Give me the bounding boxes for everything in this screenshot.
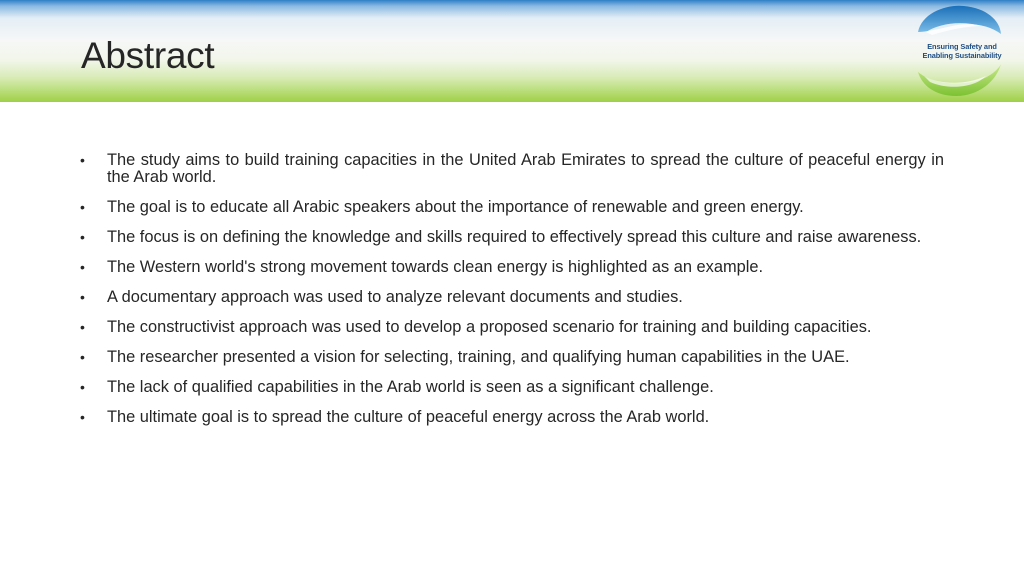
bullet-item xyxy=(78,319,944,336)
bullet-item xyxy=(78,152,944,185)
logo-text-line2: Enabling Sustainability xyxy=(922,51,1002,60)
bullet-text: The study aims to build training capacities in the United Arab Emirates to spread the culture of peaceful energy in the Arab world. xyxy=(107,151,944,186)
bullet-item xyxy=(78,229,944,246)
bullet-list xyxy=(78,152,944,425)
bullet-text: The goal is to educate all Arabic speakers about the importance of renewable and green energy. xyxy=(107,197,804,216)
bullet-dot-icon: • xyxy=(80,378,85,395)
bullet-item xyxy=(78,199,944,216)
bullet-item xyxy=(78,409,944,426)
bullet-dot-icon: • xyxy=(80,152,85,168)
bullet-text: The focus is on defining the knowledge and skills required to effectively spread this culture and raise awareness. xyxy=(107,227,922,246)
bullet-dot-icon: • xyxy=(80,258,85,275)
organization-logo xyxy=(908,2,1008,100)
content-area xyxy=(78,152,944,439)
bullet-dot-icon: • xyxy=(80,408,85,425)
bullet-text: A documentary approach was used to analyze relevant documents and studies. xyxy=(107,287,683,306)
bullet-dot-icon: • xyxy=(80,228,85,245)
bullet-item xyxy=(78,259,944,276)
bullet-text: The researcher presented a vision for selecting, training, and qualifying human capabilities in the UAE. xyxy=(107,347,850,366)
bullet-dot-icon: • xyxy=(80,318,85,335)
bullet-text: The lack of qualified capabilities in the Arab world is seen as a significant challenge. xyxy=(107,377,714,396)
bullet-dot-icon: • xyxy=(80,198,85,215)
bullet-item xyxy=(78,289,944,306)
bullet-item xyxy=(78,349,944,366)
slide-title: Abstract xyxy=(81,35,215,76)
bullet-text: The constructivist approach was used to develop a proposed scenario for training and building capacities. xyxy=(107,317,872,336)
bullet-text: The Western world's strong movement towards clean energy is highlighted as an example. xyxy=(107,257,764,276)
bullet-dot-icon: • xyxy=(80,348,85,365)
logo-text-line1: Ensuring Safety and xyxy=(927,42,997,51)
bullet-text: The ultimate goal is to spread the culture of peaceful energy across the Arab world. xyxy=(107,407,710,426)
logo-text xyxy=(916,42,1008,60)
bullet-dot-icon: • xyxy=(80,288,85,305)
bullet-item xyxy=(78,379,944,396)
